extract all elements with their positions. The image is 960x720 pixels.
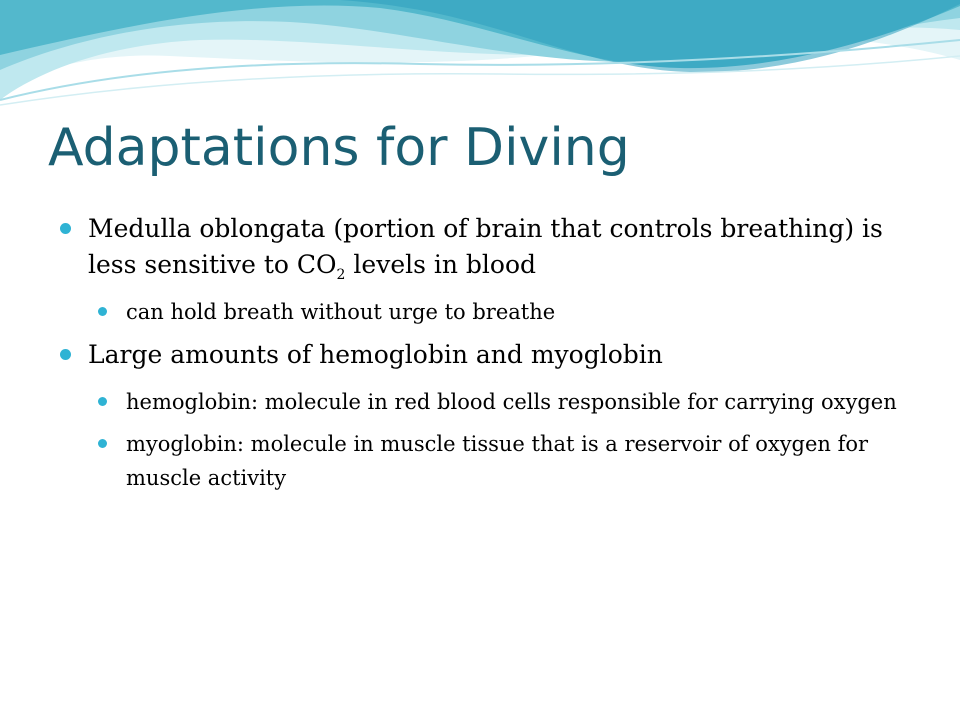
bullet-text: Medulla oblongata (portion of brain that controls breathing) is less sensitive to $CO_2$ levels in blood: [88, 214, 883, 283]
bullet-icon: [98, 397, 107, 406]
bullet-item: [60, 337, 910, 373]
bullet-text: Large amounts of hemoglobin and myoglobin: [88, 340, 663, 369]
bullet-item: [60, 211, 910, 283]
bullet-icon: [98, 439, 107, 448]
sub-bullet-item: [98, 427, 910, 495]
wave-header-decoration: [0, 0, 960, 110]
slide-title: Adaptations for Diving: [48, 118, 630, 178]
sub-bullet-item: [98, 385, 910, 419]
bullet-icon: [98, 307, 107, 316]
bullet-icon: [60, 223, 71, 234]
sub-bullet-item: [98, 295, 910, 329]
sub-bullet-text: hemoglobin: molecule in red blood cells responsible for carrying oxygen: [126, 390, 897, 414]
sub-bullet-text: can hold breath without urge to breathe: [126, 300, 556, 324]
subscript: 2: [336, 267, 346, 283]
bullet-icon: [60, 349, 71, 360]
bullet-list: [60, 211, 910, 503]
sub-bullet-text: myoglobin: molecule in muscle tissue that is a reservoir of oxygen for muscle activity: [126, 432, 869, 490]
